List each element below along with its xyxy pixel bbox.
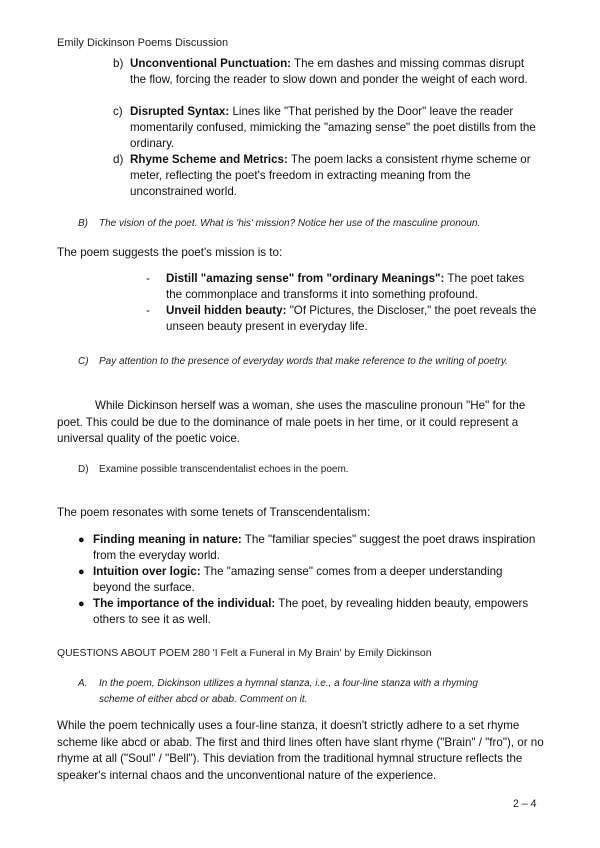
- technique-term: Disrupted Syntax:: [130, 105, 230, 118]
- mission-term: Unveil hidden beauty:: [166, 304, 287, 317]
- transcendentalism-item: [78, 596, 543, 628]
- question-a: [78, 676, 508, 708]
- technique-item: [113, 56, 543, 88]
- dash-marker: -: [146, 272, 150, 285]
- list-marker: c): [113, 105, 123, 118]
- transcendentalism-term: The importance of the individual:: [93, 597, 276, 610]
- question-text: Examine possible transcendentalist echoes in the poem.: [99, 464, 349, 475]
- mission-item: [146, 303, 541, 335]
- mission-text: The poet takes the commonplace and transforms it into something profound.: [166, 272, 525, 301]
- transcendentalism-text: The "familiar species" suggest the poet draws inspiration from the everyday world.: [93, 533, 536, 562]
- dash-marker: -: [146, 304, 150, 317]
- technique-text: The em dashes and missing commas disrupt the flow, forcing the reader to slow down and ponder the weight of each word.: [130, 57, 528, 86]
- mission-text: "Of Pictures, the Discloser," the poet reveals the unseen beauty present in everyday life.: [166, 304, 537, 333]
- question-marker: D): [78, 464, 89, 475]
- transcendentalism-term: Finding meaning in nature:: [93, 533, 242, 546]
- technique-item: [113, 104, 543, 152]
- question-text: In the poem, Dickinson utilizes a hymnal stanza, i.e., a four-line stanza with a rhyming scheme of either abcd or abab. Comment on it.: [99, 678, 478, 705]
- mission-intro: The poem suggests the poet's mission is to:: [57, 246, 283, 259]
- section-heading: QUESTIONS ABOUT POEM 280 'I Felt a Funeral in My Brain' by Emily Dickinson: [57, 648, 432, 659]
- technique-term: Rhyme Scheme and Metrics:: [130, 153, 288, 166]
- question-text: Pay attention to the presence of everyday words that make reference to the writing of poetry.: [99, 356, 508, 367]
- bullet-marker: ●: [78, 534, 85, 546]
- transcendentalism-text: The poet, by revealing hidden beauty, empowers others to see it as well.: [93, 597, 529, 626]
- transcendentalism-item: [78, 532, 543, 564]
- question-marker: B): [78, 218, 88, 229]
- page-number: 2 – 4: [513, 798, 537, 810]
- rhyme-paragraph: While the poem technically uses a four-line stanza, it doesn't strictly adhere to a set rhyme scheme like abcd or abab. The first and third lines often have slant rhyme ("Brain" / "fro"), or no rhyme at all ("Soul" / "Bell"). This deviation from the traditional hymnal structure reflects the speaker's internal chaos and the unconventional nature of the experience.: [57, 719, 544, 782]
- list-marker: d): [113, 153, 124, 166]
- question-c: [78, 354, 540, 370]
- question-marker: C): [78, 356, 89, 367]
- transcendentalism-intro: The poem resonates with some tenets of Transcendentalism:: [57, 506, 371, 519]
- list-marker: b): [113, 57, 124, 70]
- technique-text: The poem lacks a consistent rhyme scheme or meter, reflecting the poet's freedom in extracting meaning from the unconstrained world.: [130, 153, 531, 198]
- transcendentalism-item: [78, 564, 543, 596]
- page-header: Emily Dickinson Poems Discussion: [57, 37, 229, 49]
- mission-term: Distill "amazing sense" from "ordinary Meanings":: [166, 272, 445, 285]
- bullet-marker: ●: [78, 566, 85, 578]
- question-marker: A.: [78, 678, 88, 689]
- technique-item: [113, 152, 543, 200]
- mission-item: [146, 271, 541, 303]
- question-text: The vision of the poet. What is 'his' mission? Notice her use of the masculine pronoun.: [99, 218, 481, 229]
- question-b: [78, 216, 548, 232]
- question-d: [78, 462, 540, 478]
- transcendentalism-text: The "amazing sense" comes from a deeper understanding beyond the surface.: [93, 565, 503, 594]
- pronoun-paragraph: While Dickinson herself was a woman, she uses the masculine pronoun "He" for the poet. This could be due to the dominance of male poets in her time, or it could represent a universal quality of the poetic voice.: [57, 399, 526, 445]
- technique-term: Unconventional Punctuation:: [130, 57, 292, 70]
- technique-text: Lines like "That perished by the Door" leave the reader momentarily confused, mimicking the "amazing sense" the poet distills from the ordinary.: [130, 105, 536, 150]
- transcendentalism-term: Intuition over logic:: [93, 565, 201, 578]
- bullet-marker: ●: [78, 598, 85, 610]
